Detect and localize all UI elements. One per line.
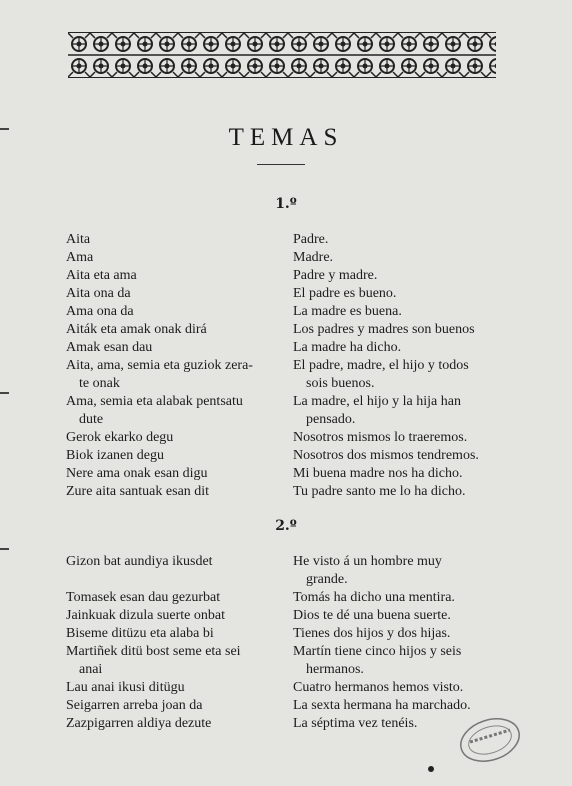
spanish-line: Tomás ha dicho una mentira. [293,590,455,605]
spanish-line: La madre, el hijo y la hija han [293,394,461,409]
basque-line: Ama, semia eta alabak pentsatu [66,394,243,409]
basque-line: Aita, ama, semia eta guziok zera- [66,358,253,373]
spanish-line: Los padres y madres son buenos [293,322,475,337]
basque-line: Ama ona da [66,304,134,319]
spanish-line: Nosotros mismos lo traeremos. [293,430,468,445]
spanish-line: Tu padre santo me lo ha dicho. [293,484,466,499]
spanish-line: Tienes dos hijos y dos hijas. [293,626,451,641]
margin-mark [0,392,9,394]
ink-spot [428,766,434,772]
basque-line: Aita ona da [66,286,131,301]
basque-line: Aiták eta amak onak dirá [66,322,207,337]
spanish-line-continued: grande. [306,572,348,587]
spanish-line-continued: pensado. [306,412,356,427]
title-rule [257,164,305,165]
basque-line: Martiñek ditü bost seme eta sei [66,644,241,659]
basque-line: Biseme ditüzu eta alaba bi [66,626,214,641]
basque-line: Zazpigarren aldiya dezute [66,716,212,731]
basque-entry [66,357,286,393]
section-2-basque-column [66,553,286,733]
spanish-line: Nosotros dos mismos tendremos. [293,448,479,463]
margin-mark [0,128,9,130]
spanish-line: He visto á un hombre muy [293,554,442,569]
spanish-line: Padre y madre. [293,268,378,283]
basque-line: Biok izanen degu [66,448,164,463]
basque-line: Amak esan dau [66,340,153,355]
spanish-entry [293,357,501,393]
margin-mark [0,548,9,550]
basque-line: Tomasek esan dau gezurbat [66,590,221,605]
spanish-line: Madre. [293,250,334,265]
spanish-entry [293,393,501,429]
spanish-line: Cuatro hermanos hemos visto. [293,680,464,695]
basque-line: Nere ama onak esan digu [66,466,208,481]
ornament-pattern [68,33,496,77]
decorative-band [68,32,496,78]
page-title: TEMAS [228,124,344,151]
basque-entry [66,393,286,429]
spanish-line-continued: sois buenos. [306,376,375,391]
basque-line: Zure aita santuak esan dit [66,484,210,499]
spanish-line: El padre es bueno. [293,286,397,301]
spanish-entry [293,643,501,679]
spanish-line: La sexta hermana ha marchado. [293,698,471,713]
basque-line: Gerok ekarko degu [66,430,174,445]
spanish-entry [293,553,501,589]
basque-line: Ama [66,250,94,265]
spanish-line: Dios te dé una buena suerte. [293,608,451,623]
basque-line: Aita eta ama [66,268,137,283]
section-1-spanish-column [293,231,501,501]
section-number-2: 2.º [275,518,297,534]
spanish-line: Martín tiene cinco hijos y seis [293,644,462,659]
library-stamp [456,712,522,764]
basque-line: Seigarren arreba joan da [66,698,203,713]
spanish-line-continued: hermanos. [306,662,364,677]
basque-line: Jainkuak dizula suerte onbat [66,608,226,623]
basque-line-continued: te onak [79,376,120,391]
spanish-line: El padre, madre, el hijo y todos [293,358,469,373]
section-2-spanish-column [293,553,501,733]
spanish-line: Padre. [293,232,329,247]
basque-line: Aita [66,232,91,247]
section-1-basque-column [66,231,286,501]
basque-line-continued: dute [79,412,104,427]
spanish-line: Mi buena madre nos ha dicho. [293,466,463,481]
basque-line-continued: anai [79,662,103,677]
basque-line: Lau anai ikusi ditügu [66,680,185,695]
spanish-line: La madre es buena. [293,304,402,319]
basque-entry [66,643,286,679]
spanish-line: La madre ha dicho. [293,340,402,355]
spanish-line: La séptima vez tenéis. [293,716,418,731]
section-number-1: 1.º [275,196,297,212]
basque-line: Gizon bat aundiya ikusdet [66,554,213,569]
